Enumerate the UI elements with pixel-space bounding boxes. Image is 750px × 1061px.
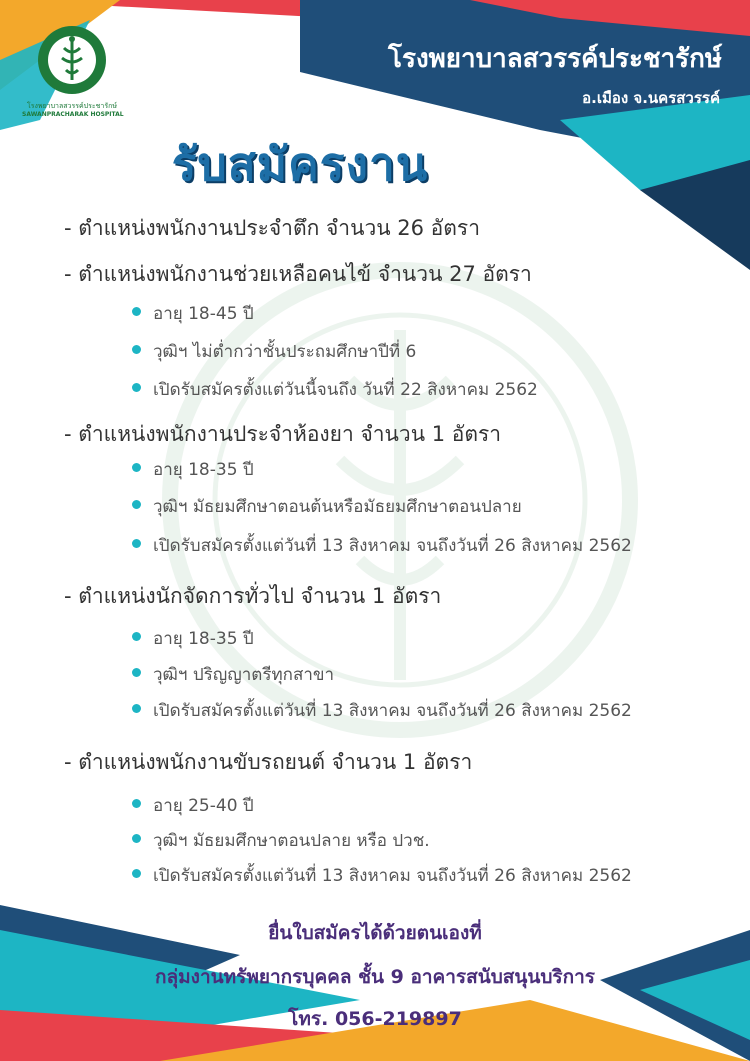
position-detail: อายุ 18-35 ปี xyxy=(132,456,254,483)
bullet-dot-icon xyxy=(132,383,141,392)
bullet-dot-icon xyxy=(132,345,141,354)
position-title: - ตำแหน่งพนักงานช่วยเหลือคนไข้ จำนวน 27 อัตรา xyxy=(64,262,532,286)
position-detail: อายุ 25-40 ปี xyxy=(132,792,254,819)
bullet-dot-icon xyxy=(132,539,141,548)
position-detail: วุฒิฯ มัธยมศึกษาตอนปลาย หรือ ปวช. xyxy=(132,827,430,854)
position-title: - ตำแหน่งพนักงานประจำตึก จำนวน 26 อัตรา xyxy=(64,216,480,240)
bullet-dot-icon xyxy=(132,799,141,808)
position-title: - ตำแหน่งนักจัดการทั่วไป จำนวน 1 อัตรา xyxy=(64,584,442,608)
hospital-location: อ.เมือง จ.นครสวรรค์ xyxy=(582,89,720,107)
footer-line1: ยื่นใบสมัครได้ด้วยตนเองที่ xyxy=(268,922,482,944)
footer-phone: โทร. 056-219897 xyxy=(288,1008,462,1030)
bullet-dot-icon xyxy=(132,704,141,713)
hospital-name: โรงพยาบาลสวรรค์ประชารักษ์ xyxy=(388,44,722,74)
bullet-dot-icon xyxy=(132,869,141,878)
position-detail: อายุ 18-45 ปี xyxy=(132,300,254,327)
position-detail: เปิดรับสมัครตั้งแต่วันที่ 13 สิงหาคม จนถึงวันที่ 26 สิงหาคม 2562 xyxy=(132,697,632,724)
bullet-dot-icon xyxy=(132,668,141,677)
position-title: - ตำแหน่งพนักงานขับรถยนต์ จำนวน 1 อัตรา xyxy=(64,750,473,774)
position-title: - ตำแหน่งพนักงานประจำห้องยา จำนวน 1 อัตรา xyxy=(64,422,502,446)
bullet-dot-icon xyxy=(132,834,141,843)
logo-text-en: SAWANPRACHARAK HOSPITAL xyxy=(22,111,124,118)
position-detail: วุฒิฯ ไม่ต่ำกว่าชั้นประถมศึกษาปีที่ 6 xyxy=(132,338,416,365)
footer-line2: กลุ่มงานทรัพยากรบุคคล ชั้น 9 อาคารสนับสนุนบริการ xyxy=(155,966,595,988)
logo-text-th: โรงพยาบาลสวรรค์ประชารักษ์ xyxy=(27,102,117,110)
bullet-dot-icon xyxy=(132,307,141,316)
position-detail: เปิดรับสมัครตั้งแต่วันที่ 13 สิงหาคม จนถึงวันที่ 26 สิงหาคม 2562 xyxy=(132,862,632,889)
bullet-dot-icon xyxy=(132,632,141,641)
position-detail: วุฒิฯ ปริญญาตรีทุกสาขา xyxy=(132,661,334,688)
bullet-dot-icon xyxy=(132,500,141,509)
position-detail: เปิดรับสมัครตั้งแต่วันที่ 13 สิงหาคม จนถึงวันที่ 26 สิงหาคม 2562 xyxy=(132,532,632,559)
position-detail: วุฒิฯ มัธยมศึกษาตอนต้นหรือมัธยมศึกษาตอนปลาย xyxy=(132,493,522,520)
page-title: รับสมัครงาน xyxy=(171,137,429,191)
position-detail: อายุ 18-35 ปี xyxy=(132,625,254,652)
position-detail: เปิดรับสมัครตั้งแต่วันนี้จนถึง วันที่ 22 สิงหาคม 2562 xyxy=(132,376,538,403)
bullet-dot-icon xyxy=(132,463,141,472)
